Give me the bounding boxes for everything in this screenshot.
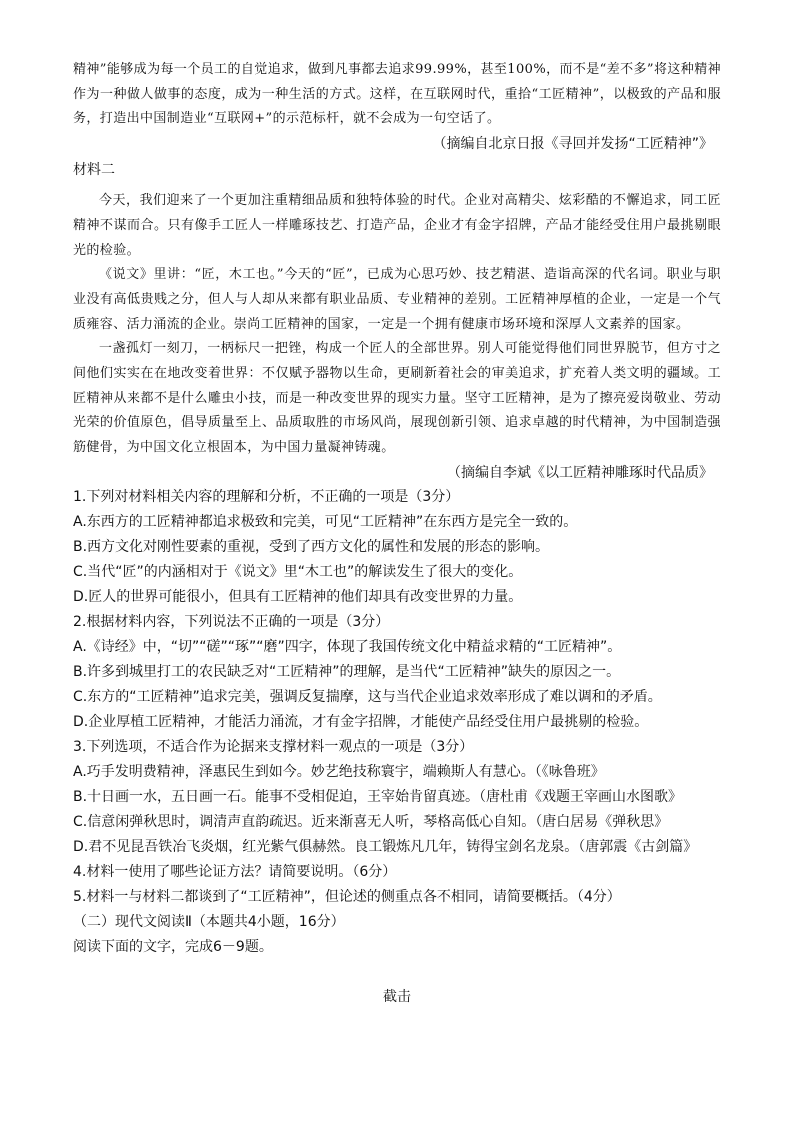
question-5: 5.材料一与材料二都谈到了“工匠精神”，但论述的侧重点各不相同，请简要概括。（4分） xyxy=(73,888,621,905)
reading-instruction: 阅读下面的文字，完成6－9题。 xyxy=(73,938,273,955)
question-4: 4.材料一使用了哪些论证方法？请简要说明。（6分） xyxy=(73,863,397,880)
footer-label: 截击 xyxy=(383,989,411,1005)
question-3-option-c: C.信意闲弹秋思时，调清声直韵疏迟。近来渐喜无人听，琴格高低心自知。（唐白居易《弹秋思》 xyxy=(73,813,669,830)
question-1-option-a: A.东西方的工匠精神都追求极致和完美，可见“工匠精神”在东西方是完全一致的。 xyxy=(73,513,578,530)
question-1-stem: 1.下列对材料相关内容的理解和分析，不正确的一项是（3分） xyxy=(73,488,460,505)
material2-paragraph: 一盏孤灯一刻刀，一柄标尺一把锉，构成一个匠人的全部世界。别人可能觉得他们同世界脱节，但方寸之间他们实实在在地改变着世界：不仅赋予器物以生命，更刷新着社会的审美追求，扩充着人类文明的疆域。工匠精神从来都不是什么雕虫小技，而是一种改变世界的现实力量。坚守工匠精神，是为了擦亮爱岗敬业、劳动光荣的价值原色，倡导质量至上、品质取胜的市场风尚，展现创新引领、追求卓越的时代精神，为中国制造强筋健骨，为中国文化立根固本，为中国力量凝神铸魂。 xyxy=(73,341,721,456)
question-1-option-b: B.西方文化对刚性要素的重视，受到了西方文化的属性和发展的形态的影响。 xyxy=(73,538,550,555)
question-3-stem: 3.下列选项，不适合作为论据来支撑材料一观点的一项是（3分） xyxy=(73,738,474,755)
question-2-option-d: D.企业厚植工匠精神，才能活力涌流，才有金字招牌，才能使产品经受住用户最挑剔的检验。 xyxy=(73,713,649,730)
question-3-option-a: A.巧手发明费精神，泽惠民生到如今。妙艺绝技称寰宇，端赖斯人有慧心。（《咏鲁班》 xyxy=(73,763,605,780)
question-2-stem: 2.根据材料内容，下列说法不正确的一项是（3分） xyxy=(73,613,390,630)
document-page xyxy=(73,58,721,960)
material2-paragraph: 《说文》里讲：“匠，木工也。”今天的“匠”，已成为心思巧妙、技艺精湛、造诣高深的代名词。职业与职业没有高低贵贱之分，但人与人却从来都有职业品质、专业精神的差别。工匠精神厚植的企业，一定是一个气质雍容、活力涌流的企业。崇尚工匠精神的国家，一定是一个拥有健康市场环境和深厚人文素养的国家。 xyxy=(73,267,721,332)
material2-heading: 材料二 xyxy=(73,162,115,179)
question-2-option-a: A.《诗经》中，“切”“磋”“琢”“磨”四字，体现了我国传统文化中精益求精的“工匠精神”。 xyxy=(73,638,622,655)
question-3-option-d: D.君不见昆吾铁冶飞炎烟，红光紫气俱赫然。良工锻炼凡几年，铸得宝剑名龙泉。（唐郭震《古剑篇》 xyxy=(73,838,698,855)
question-1-option-d: D.匠人的世界可能很小，但具有工匠精神的他们却具有改变世界的力量。 xyxy=(73,588,523,605)
question-1-option-c: C.当代“匠”的内涵相对于《说文》里“木工也”的解读发生了很大的变化。 xyxy=(73,563,523,580)
material1-tail-paragraph: 精神”能够成为每一个员工的自觉追求，做到凡事都去追求99.99%，甚至100%，而不是“差不多”将这种精神作为一种做人做事的态度，成为一种生活的方式。这样，在互联网时代，重拾“工匠精神”，以极致的产品和服务，打造出中国制造业“互联网+”的示范标杆，就不会成为一句空话了。 xyxy=(73,62,721,127)
source-citation-1: （摘编自北京日报《寻回并发扬“工匠精神”》 xyxy=(432,136,713,153)
material2-paragraph: 今天，我们迎来了一个更加注重精细品质和独特体验的时代。企业对高精尖、炫彩酷的不懈追求，同工匠精神不谋而合。只有像手工匠人一样雕琢技艺、打造产品，企业才有金字招牌，产品才能经受住用户最挑剔眼光的检验。 xyxy=(73,193,721,258)
source-citation-2: （摘编自李斌《以工匠精神雕琢时代品质》 xyxy=(447,464,713,481)
question-2-option-b: B.许多到城里打工的农民缺乏对“工匠精神”的理解，是当代“工匠精神”缺失的原因之一。 xyxy=(73,663,621,680)
question-2-option-c: C.东方的“工匠精神”追求完美，强调反复揣摩，这与当代企业追求效率形成了难以调和的矛盾。 xyxy=(73,688,662,705)
section-heading: （二）现代文阅读Ⅱ（本题共4小题，16分） xyxy=(73,913,345,930)
question-list xyxy=(73,485,721,960)
question-3-option-b: B.十日画一水，五日画一石。能事不受相促迫，王宰始肯留真迹。（唐杜甫《戏题王宰画山水图歌》 xyxy=(73,788,683,805)
